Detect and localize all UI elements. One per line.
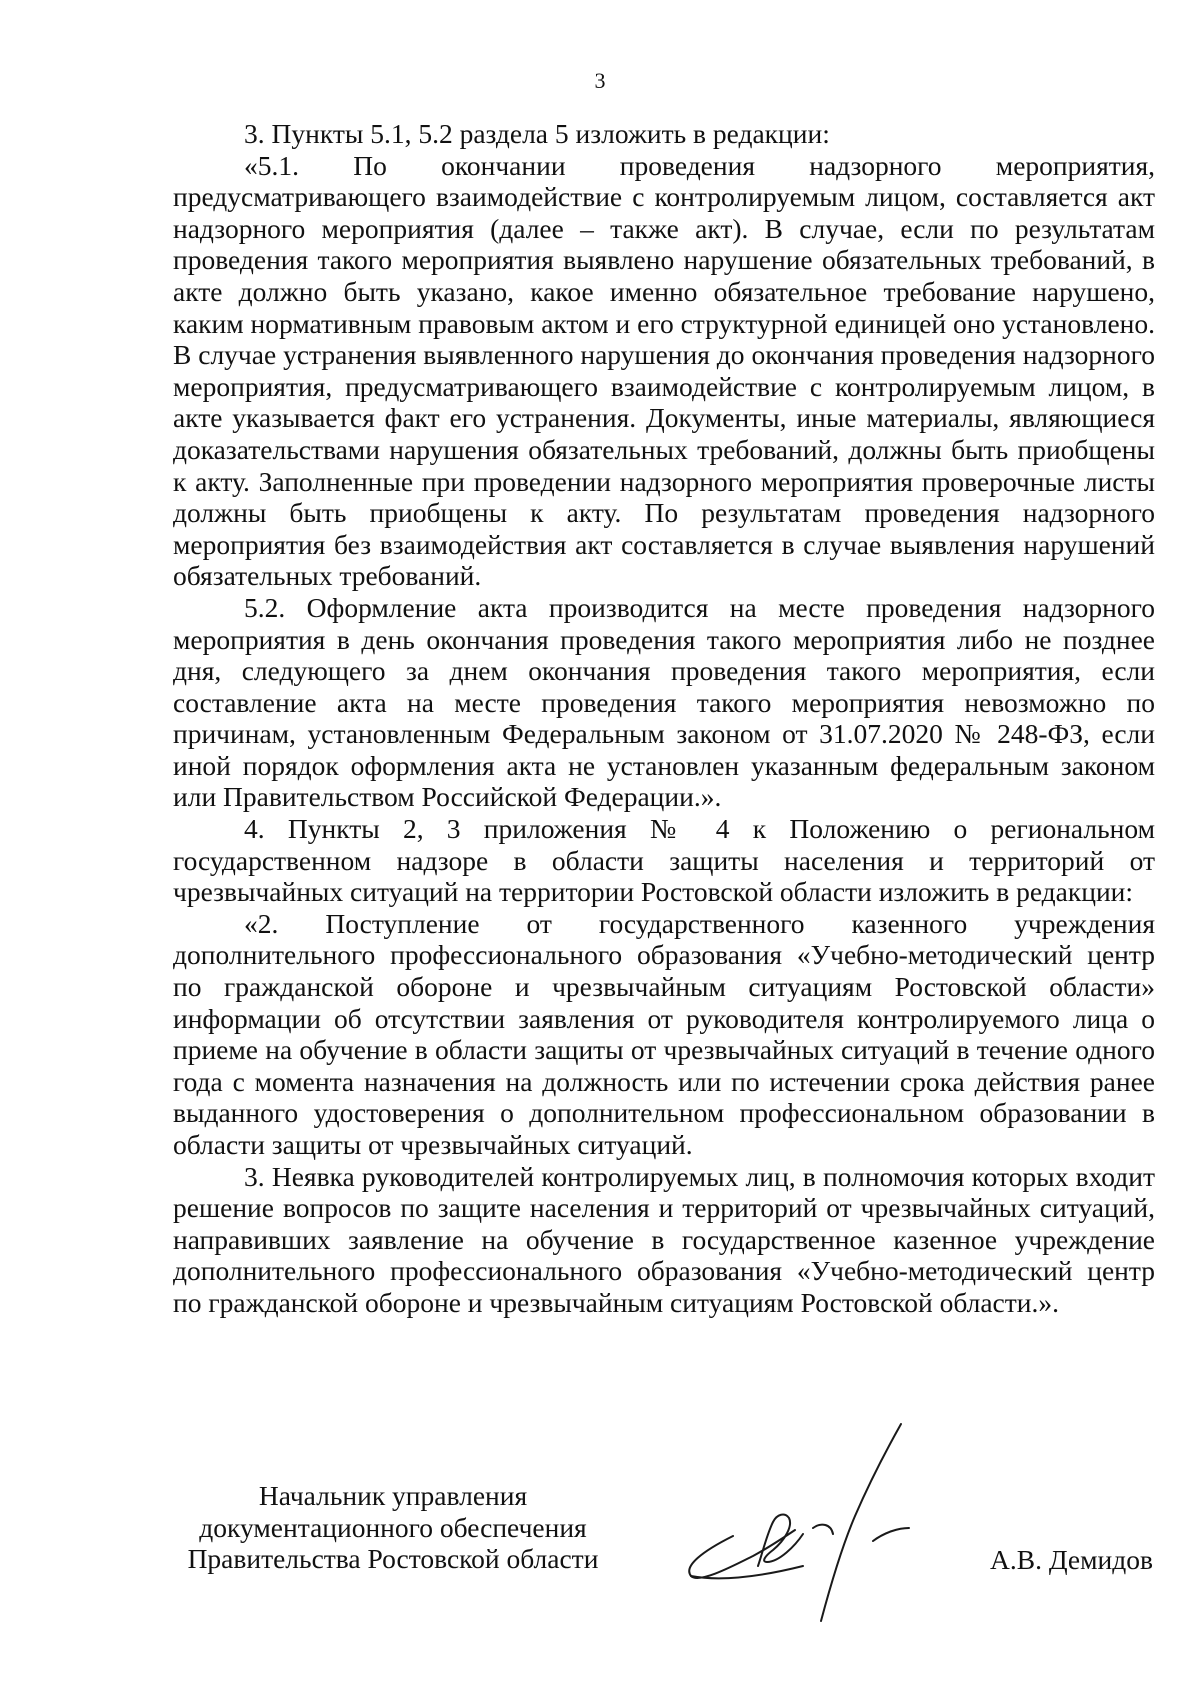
signatory-name: А.В. Демидов bbox=[990, 1544, 1153, 1575]
handwritten-signature bbox=[663, 1416, 933, 1636]
paragraph-appendix-point-3: 3. Неявка руководителей контролируемых лиц, в полномочия которых входит решение вопросов по защите населения и территорий от чрезвычайных ситуаций, направивших заявление на обучение в государственное казенное учреждение дополнительного профессионального образования «Учебно-методический центр по гражданской обороне и чрезвычайным ситуациям Ростовской области.». bbox=[173, 1160, 1155, 1318]
signature-block bbox=[173, 1480, 1155, 1660]
signatory-title-line: Начальник управления bbox=[258, 1480, 528, 1511]
signatory-title bbox=[173, 1480, 613, 1575]
paragraph-item-3-heading: 3. Пункты 5.1, 5.2 раздела 5 изложить в редакции: bbox=[244, 118, 830, 149]
signatory-title-line: Правительства Ростовской области bbox=[187, 1543, 599, 1575]
paragraph-appendix-point-2: «2. Поступление от государственного казенного учреждения дополнительного профессионального образования «Учебно-методический центр по гражданской обороне и чрезвычайным ситуациям Ростовской области» информации об отсутствии заявления от руководителя контролируемого лица о приеме на обучение в области защиты от чрезвычайных ситуаций в течение одного года с момента назначения на должность или по истечении срока действия ранее выданного удостоверения о дополнительном профессиональном образовании в области защиты от чрезвычайных ситуаций. bbox=[173, 907, 1155, 1160]
signatory-title-line: документационного обеспечения bbox=[199, 1511, 587, 1543]
paragraph-item-4-heading: 4. Пункты 2, 3 приложения № 4 к Положению о региональном государственном надзоре в области защиты населения и территорий от чрезвычайных ситуаций на территории Ростовской области изложить в редакции: bbox=[173, 813, 1155, 908]
paragraph-clause-5-1: «5.1. По окончании проведения надзорного мероприятия, предусматривающего взаимодействие с контролируемым лицом, составляется акт надзорного мероприятия (далее – также акт). В случае, если по результатам проведения такого мероприятия выявлено нарушение обязательных требований, в акте должно быть указано, какое именно обязательное требование нарушено, каким нормативным правовым актом и его структурной единицей оно установлено. В случае устранения выявленного нарушения до окончания проведения надзорного мероприятия, предусматривающего взаимодействие с контролируемым лицом, в акте указывается факт его устранения. Документы, иные материалы, являющиеся доказательствами нарушения обязательных требований, должны быть приобщены к акту. Заполненные при проведении надзорного мероприятия проверочные листы должны быть приобщены к акту. По результатам проведения надзорного мероприятия без взаимодействия акт составляется в случае выявления нарушений обязательных требований. bbox=[173, 149, 1155, 592]
page-number: 3 bbox=[594, 68, 606, 93]
document-body bbox=[173, 118, 1155, 1319]
paragraph-clause-5-2: 5.2. Оформление акта производится на месте проведения надзорного мероприятия в день окончания проведения такого мероприятия либо не позднее дня, следующего за днем окончания проведения такого мероприятия, если составление акта на месте проведения такого мероприятия невозможно по причинам, установленным Федеральным законом от 31.07.2020 № 248-ФЗ, если иной порядок оформления акта не установлен указанным федеральным законом или Правительством Российской Федерации.». bbox=[173, 591, 1155, 813]
